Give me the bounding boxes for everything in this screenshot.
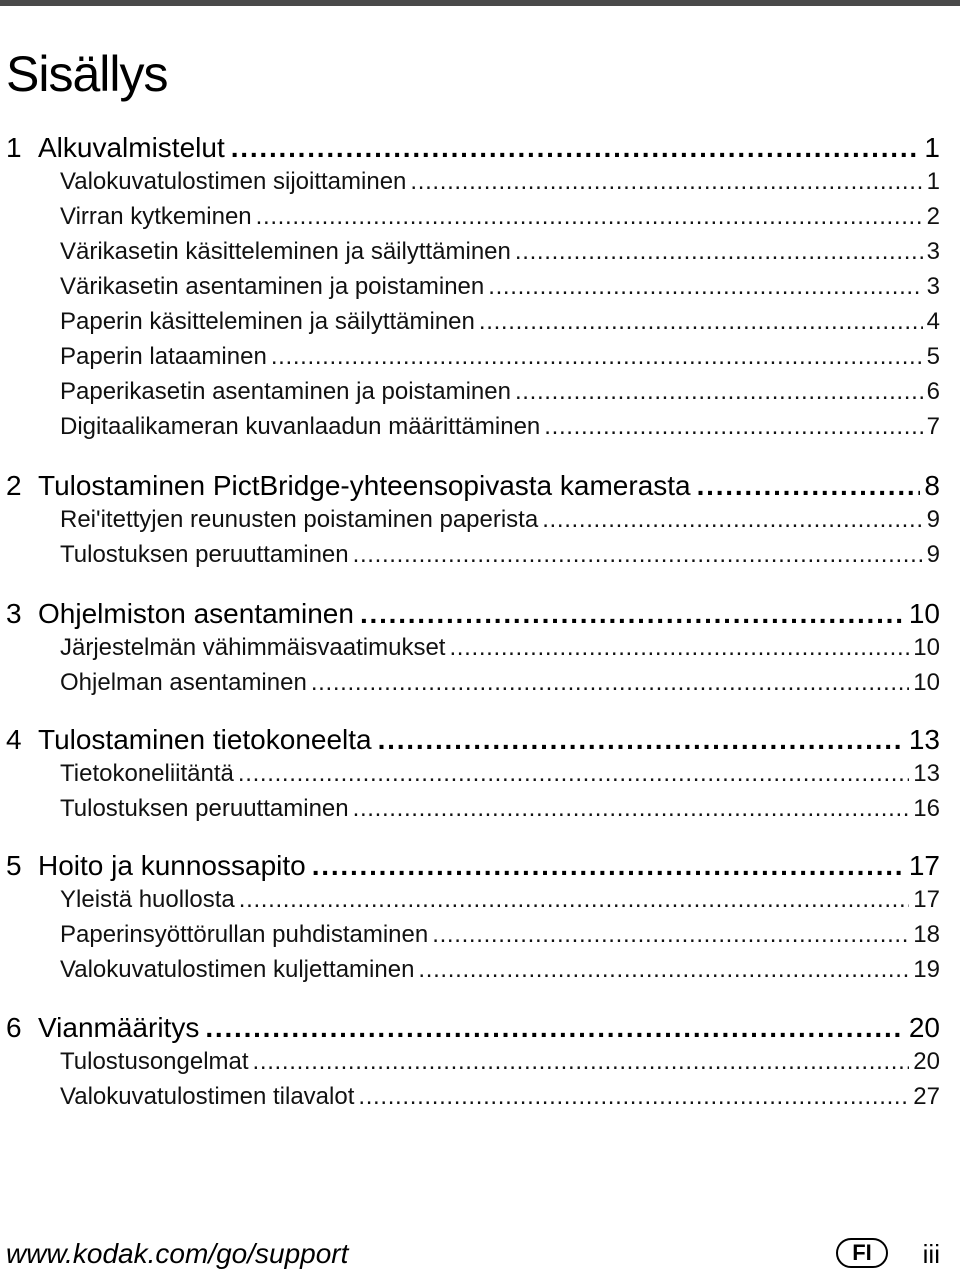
- dot-leader: [238, 758, 909, 790]
- section-page-number: 13: [913, 760, 940, 787]
- section-title: Valokuvatulostimen tilavalot: [60, 1083, 355, 1110]
- dot-leader: [488, 271, 922, 303]
- chapter-title: Tulostaminen tietokoneelta: [38, 724, 372, 755]
- toc-chapter[interactable]: [0, 596, 940, 632]
- dot-leader: [353, 793, 910, 825]
- chapter-title: Vianmääritys: [38, 1012, 200, 1043]
- dot-leader: [432, 919, 909, 951]
- section-page-number: 7: [926, 413, 940, 440]
- dot-leader: [418, 954, 909, 986]
- support-link[interactable]: www.kodak.com/go/support: [6, 1238, 349, 1269]
- toc-section[interactable]: [0, 884, 940, 916]
- dot-leader: [410, 166, 922, 198]
- dot-leader: [231, 130, 921, 166]
- section-title: Valokuvatulostimen sijoittaminen: [60, 168, 407, 195]
- toc-chapter[interactable]: [0, 1010, 940, 1046]
- dot-leader: [697, 468, 921, 504]
- chapter-number: 4: [6, 724, 22, 755]
- section-title: Värikasetin käsitteleminen ja säilyttäminen: [60, 238, 511, 265]
- toc-section[interactable]: [0, 271, 940, 303]
- chapter-number: 2: [6, 470, 22, 501]
- section-title: Värikasetin asentaminen ja poistaminen: [60, 273, 485, 300]
- toc-section[interactable]: [0, 919, 940, 951]
- toc-section[interactable]: [0, 954, 940, 986]
- section-title: Virran kytkeminen: [60, 203, 252, 230]
- top-rule: [0, 0, 960, 6]
- section-title: Yleistä huollosta: [60, 886, 235, 913]
- chapter-title: Alkuvalmistelut: [38, 132, 225, 163]
- section-page-number: 16: [913, 795, 940, 822]
- section-page-number: 3: [926, 238, 940, 265]
- chapter-page-number: 10: [908, 598, 940, 629]
- toc-section[interactable]: [0, 539, 940, 571]
- dot-leader: [239, 884, 910, 916]
- chapter-title: Tulostaminen PictBridge-yhteensopivasta kamerasta: [38, 470, 691, 501]
- section-page-number: 27: [913, 1083, 940, 1110]
- section-page-number: 20: [913, 1048, 940, 1075]
- toc-section[interactable]: [0, 411, 940, 443]
- section-title: Paperin lataaminen: [60, 343, 267, 370]
- section-title: Järjestelmän vähimmäisvaatimukset: [60, 634, 446, 661]
- toc-section[interactable]: [0, 341, 940, 373]
- section-page-number: 19: [913, 956, 940, 983]
- section-title: Paperinsyöttörullan puhdistaminen: [60, 921, 429, 948]
- section-page-number: 4: [926, 308, 940, 335]
- chapter-page-number: 13: [908, 724, 940, 755]
- section-title: Valokuvatulostimen kuljettaminen: [60, 956, 415, 983]
- section-page-number: 5: [926, 343, 940, 370]
- toc-chapter[interactable]: [0, 130, 940, 166]
- section-page-number: 10: [913, 669, 940, 696]
- dot-leader: [358, 1081, 909, 1113]
- toc-chapter[interactable]: [0, 848, 940, 884]
- toc-chapter[interactable]: [0, 722, 940, 758]
- dot-leader: [271, 341, 923, 373]
- toc-section[interactable]: [0, 376, 940, 408]
- toc-section[interactable]: [0, 667, 940, 699]
- dot-leader: [253, 1046, 910, 1078]
- section-title: Tulostusongelmat: [60, 1048, 249, 1075]
- section-page-number: 1: [926, 168, 940, 195]
- toc-section[interactable]: [0, 306, 940, 338]
- section-title: Rei'itettyjen reunusten poistaminen paperista: [60, 506, 539, 533]
- section-title: Tulostuksen peruuttaminen: [60, 795, 349, 822]
- section-page-number: 9: [926, 541, 940, 568]
- section-title: Tulostuksen peruuttaminen: [60, 541, 349, 568]
- section-page-number: 17: [913, 886, 940, 913]
- dot-leader: [312, 848, 905, 884]
- section-page-number: 6: [926, 378, 940, 405]
- section-title: Paperin käsitteleminen ja säilyttäminen: [60, 308, 475, 335]
- chapter-page-number: 17: [908, 850, 940, 881]
- toc-section[interactable]: [0, 236, 940, 268]
- dot-leader: [378, 722, 905, 758]
- dot-leader: [360, 596, 905, 632]
- section-title: Digitaalikameran kuvanlaadun määrittäminen: [60, 413, 541, 440]
- toc-section[interactable]: [0, 1046, 940, 1078]
- chapter-number: 3: [6, 598, 22, 629]
- page-title: Sisällys: [6, 46, 168, 102]
- toc-section[interactable]: [0, 758, 940, 790]
- chapter-number: 1: [6, 132, 22, 163]
- section-title: Paperikasetin asentaminen ja poistaminen: [60, 378, 511, 405]
- section-page-number: 18: [913, 921, 940, 948]
- toc-section[interactable]: [0, 793, 940, 825]
- dot-leader: [515, 376, 923, 408]
- dot-leader: [256, 201, 923, 233]
- chapter-page-number: 8: [924, 470, 940, 501]
- section-title: Ohjelman asentaminen: [60, 669, 307, 696]
- dot-leader: [542, 504, 922, 536]
- dot-leader: [449, 632, 909, 664]
- chapter-page-number: 20: [908, 1012, 940, 1043]
- dot-leader: [515, 236, 923, 268]
- language-badge: FI: [836, 1238, 888, 1268]
- toc-section[interactable]: [0, 201, 940, 233]
- toc-section[interactable]: [0, 166, 940, 198]
- toc-section[interactable]: [0, 632, 940, 664]
- toc-section[interactable]: [0, 504, 940, 536]
- chapter-title: Hoito ja kunnossapito: [38, 850, 306, 881]
- section-title: Tietokoneliitäntä: [60, 760, 234, 787]
- chapter-page-number: 1: [924, 132, 940, 163]
- toc-chapter[interactable]: [0, 468, 940, 504]
- dot-leader: [353, 539, 923, 571]
- chapter-number: 5: [6, 850, 22, 881]
- dot-leader: [311, 667, 909, 699]
- section-page-number: 9: [926, 506, 940, 533]
- section-page-number: 2: [926, 203, 940, 230]
- dot-leader: [479, 306, 923, 338]
- chapter-number: 6: [6, 1012, 22, 1043]
- section-page-number: 10: [913, 634, 940, 661]
- page-number: iii: [922, 1239, 940, 1269]
- section-page-number: 3: [926, 273, 940, 300]
- toc-section[interactable]: [0, 1081, 940, 1113]
- chapter-title: Ohjelmiston asentaminen: [38, 598, 354, 629]
- dot-leader: [205, 1010, 905, 1046]
- dot-leader: [544, 411, 922, 443]
